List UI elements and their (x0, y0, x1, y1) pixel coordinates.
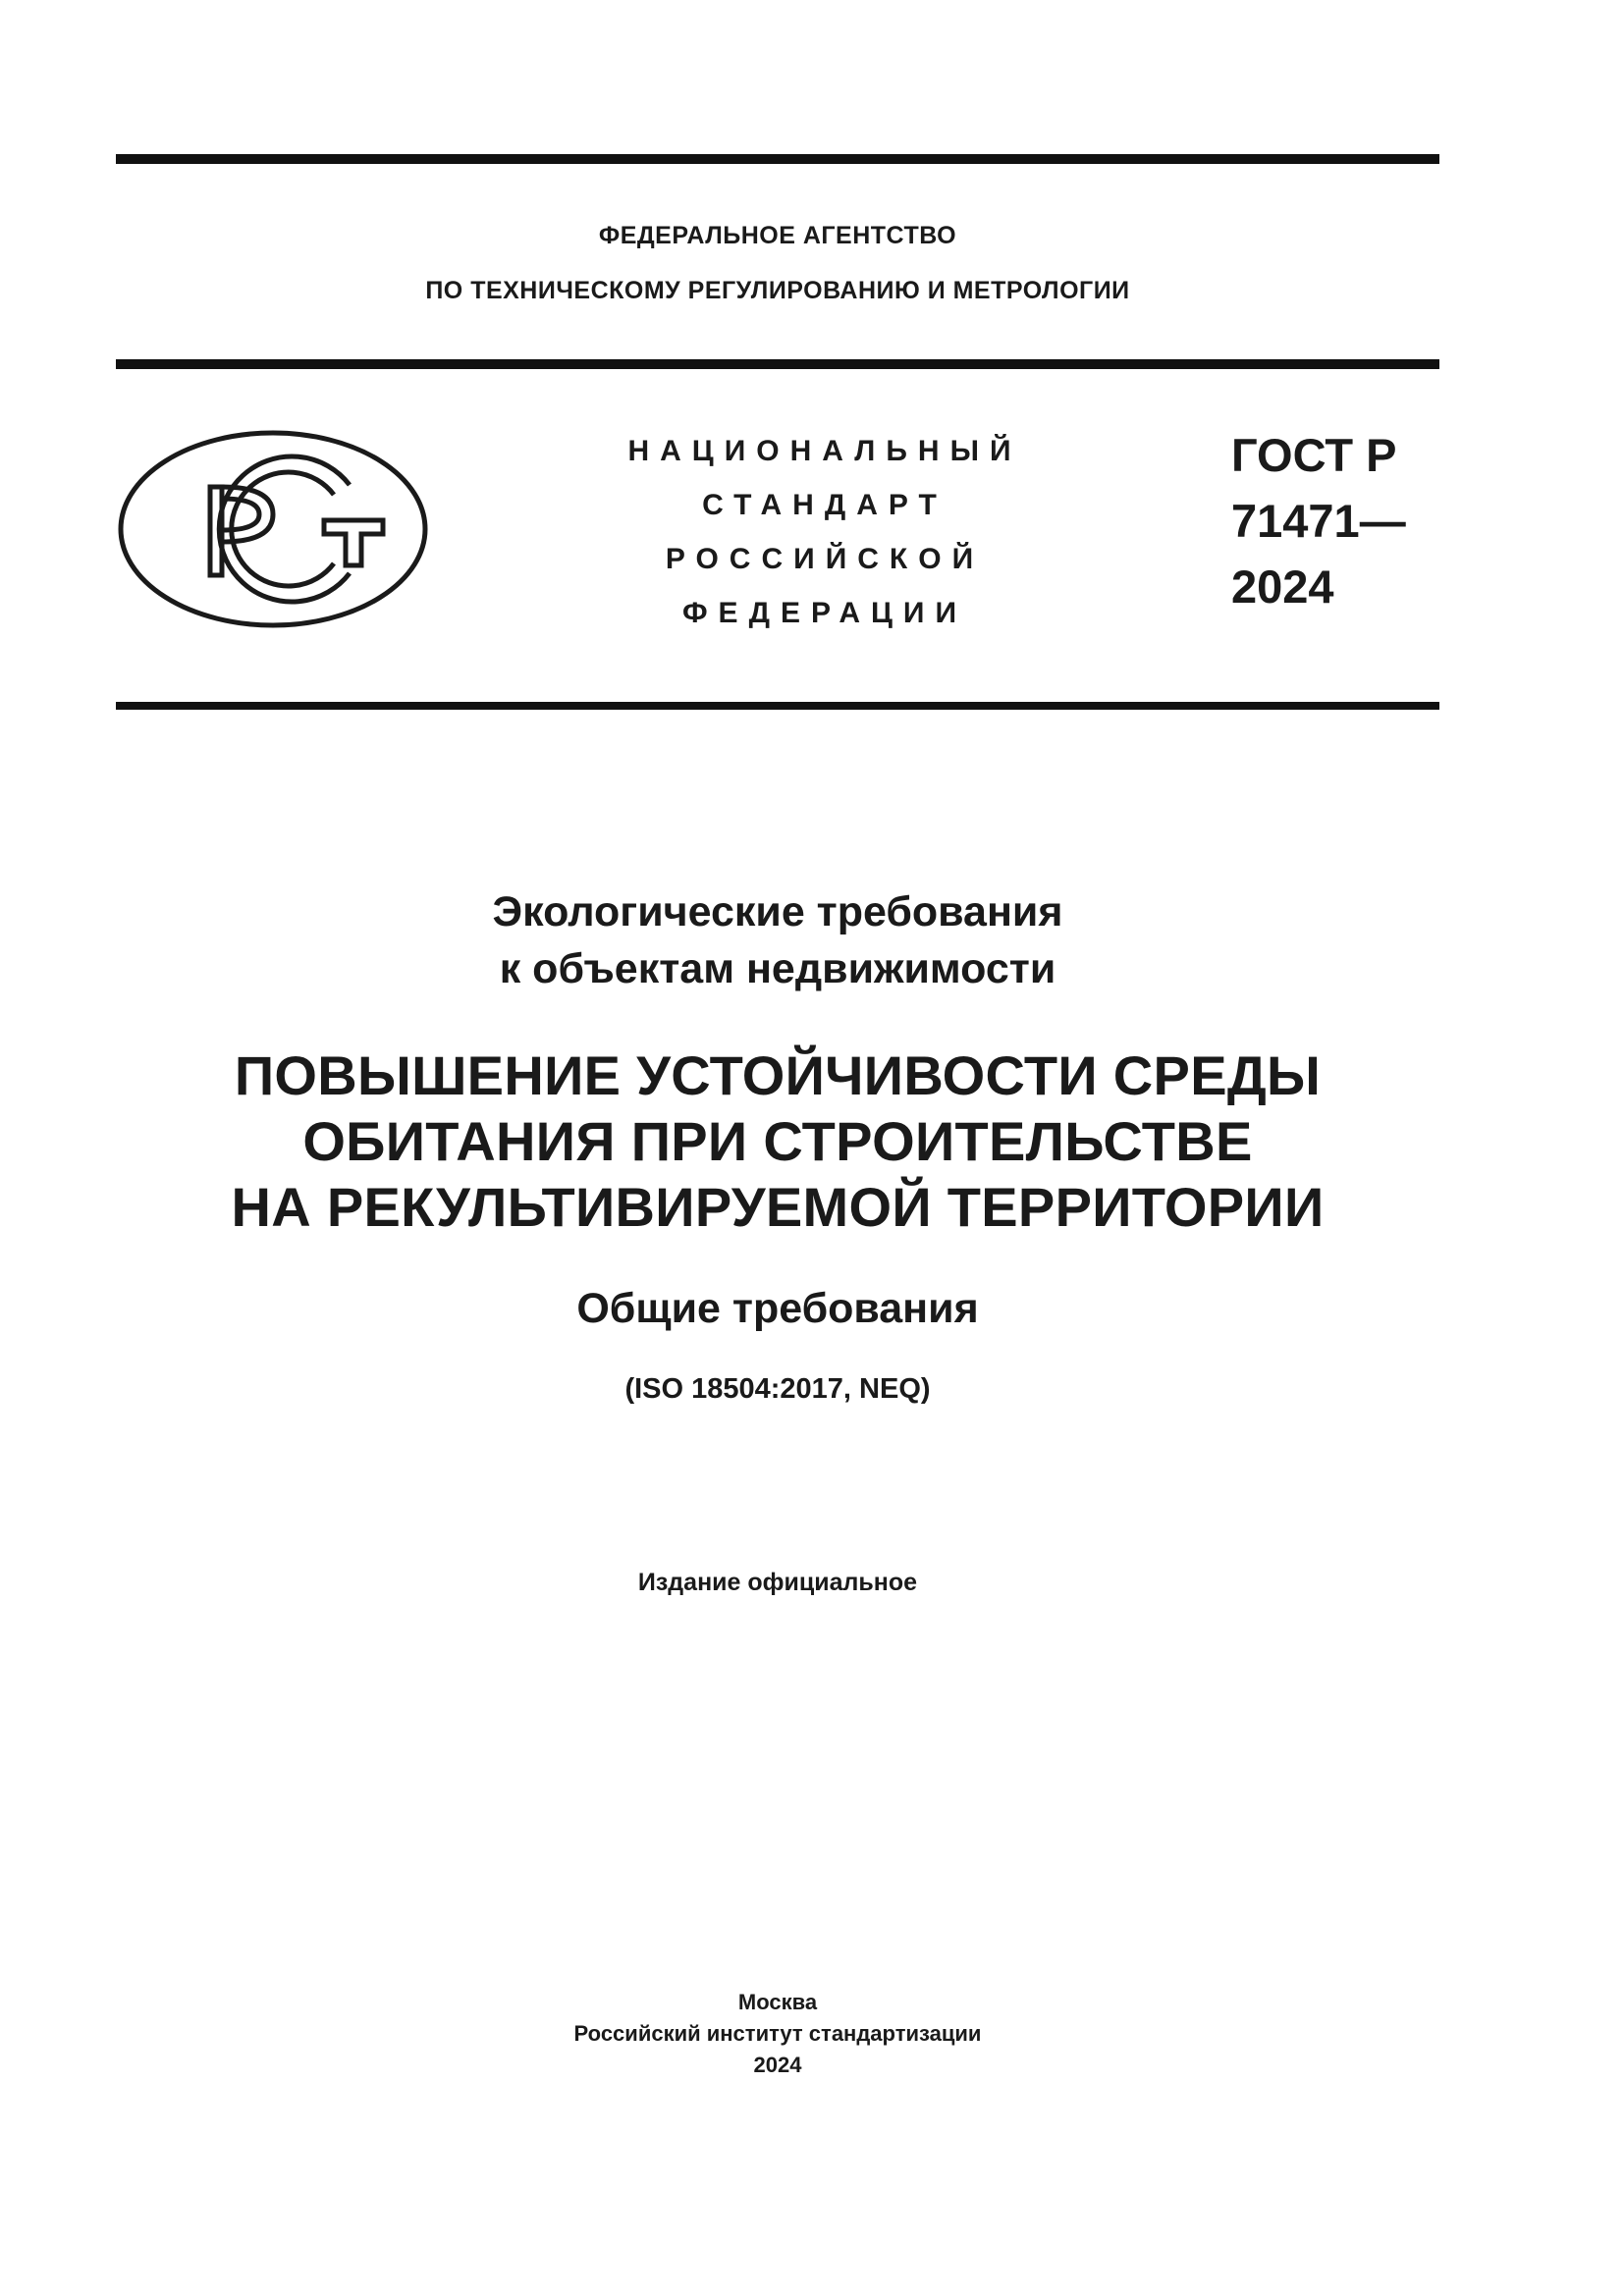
main-title (116, 1042, 1439, 1240)
designation-line: ГОСТ Р (1231, 429, 1397, 481)
top-rule (116, 154, 1439, 164)
designation-line: 71471— (1231, 495, 1406, 547)
publisher-block (116, 1987, 1439, 2081)
header-rule (116, 359, 1439, 369)
divider-rule (116, 702, 1439, 710)
series-title-line: к объектам недвижимости (499, 945, 1056, 992)
series-title-line: Экологические требования (492, 888, 1063, 935)
standard-designation (1231, 422, 1406, 619)
national-standard-line: ФЕДЕРАЦИИ (681, 597, 968, 629)
agency-line-1: ФЕДЕРАЛЬНОЕ АГЕНТСТВО (598, 222, 957, 249)
national-standard-line: НАЦИОНАЛЬНЫЙ (627, 435, 1022, 467)
designation-line: 2024 (1231, 561, 1334, 613)
publisher-year: 2024 (753, 2053, 802, 2077)
main-title-line: ПОВЫШЕНИЕ УСТОЙЧИВОСТИ СРЕДЫ (234, 1044, 1322, 1106)
iso-reference: (ISO 18504:2017, NEQ) (624, 1373, 931, 1405)
national-standard-line: СТАНДАРТ (702, 489, 947, 521)
main-title-line: НА РЕКУЛЬТИВИРУЕМОЙ ТЕРРИТОРИИ (231, 1176, 1325, 1238)
series-title (116, 883, 1439, 997)
subtitle: Общие требования (576, 1285, 979, 1332)
national-standard-line: РОССИЙСКОЙ (665, 543, 985, 575)
agency-line-2: ПО ТЕХНИЧЕСКОМУ РЕГУЛИРОВАНИЮ И МЕТРОЛОГИИ (425, 277, 1130, 304)
national-standard-label (589, 424, 1060, 640)
publisher-institute: Российский институт стандартизации (573, 2021, 982, 2046)
edition-label: Издание официальное (637, 1569, 918, 1596)
publisher-city: Москва (737, 1990, 818, 2014)
main-title-line: ОБИТАНИЯ ПРИ СТРОИТЕЛЬСТВЕ (302, 1110, 1253, 1172)
rst-certification-mark-icon (116, 428, 430, 630)
